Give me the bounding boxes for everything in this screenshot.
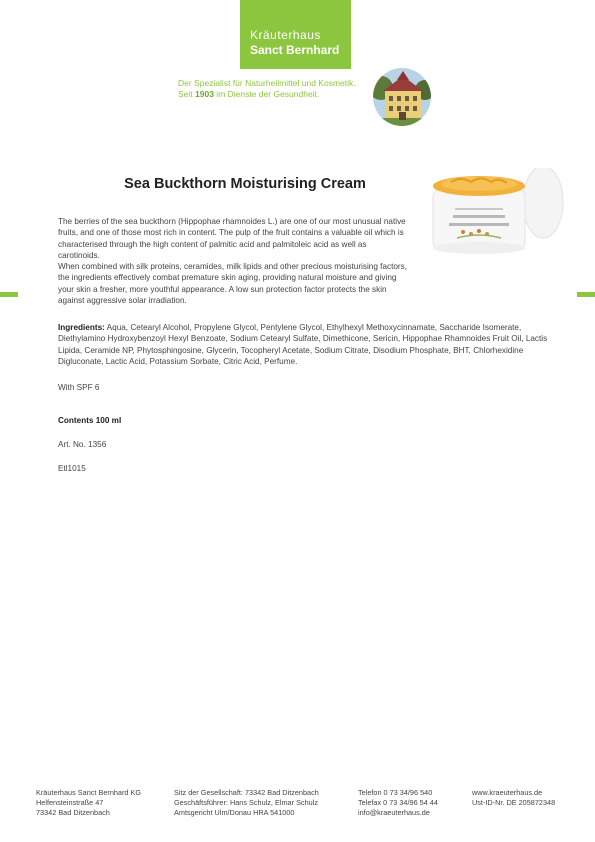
tagline-line1: Der Spezialist für Naturheilmittel und Kosmetik. — [178, 78, 356, 88]
product-jar-image — [425, 168, 565, 258]
footer-company — [36, 788, 141, 818]
footer-website[interactable]: www.kraeuterhaus.de — [472, 788, 543, 797]
footer-contact — [358, 788, 438, 818]
brand-name-line1: Kräuterhaus — [250, 28, 321, 42]
tagline — [178, 78, 378, 100]
footer-phone: Telefon 0 73 34/96 540 — [358, 788, 433, 797]
right-margin-mark — [577, 292, 595, 297]
article-number: Art. No. 1356 — [58, 440, 107, 449]
footer-register: Amtsgericht Ulm/Donau HRA 541000 — [174, 808, 295, 817]
footer-vat-id: Ust-ID-Nr. DE 205872348 — [472, 798, 556, 807]
footer-street: Helfensteinstraße 47 — [36, 798, 104, 807]
ingredients-label: Ingredients: — [58, 323, 105, 332]
product-title: Sea Buckthorn Moisturising Cream — [124, 176, 366, 192]
building-photo — [373, 68, 431, 126]
ingredients — [58, 322, 548, 367]
brand-name-line2: Sanct Bernhard — [250, 43, 340, 57]
footer-seat: Sitz der Gesellschaft: 73342 Bad Ditzenbach — [174, 788, 319, 797]
tagline-line2: Seit 1903 im Dienste der Gesundheit. — [178, 89, 320, 99]
spf-note: With SPF 6 — [58, 383, 100, 392]
contents: Contents 100 ml — [58, 416, 122, 425]
footer-company-name: Kräuterhaus Sanct Bernhard KG — [36, 788, 142, 797]
founding-year: 1903 — [195, 89, 214, 99]
footer-email[interactable]: info@kraeuterhaus.de — [358, 808, 430, 817]
brand-logo — [240, 0, 351, 69]
footer-fax: Telefax 0 73 34/96 54 44 — [358, 798, 438, 807]
footer-web — [472, 788, 555, 808]
footer-city: 73342 Bad Ditzenbach — [36, 808, 110, 817]
ingredients-list: Aqua, Cetearyl Alcohol, Propylene Glycol, Pentylene Glycol, Ethylhexyl Methoxycinnamate, Saccharide Isomerate, Diethylamino Hydroxybenzoyl Hexyl Benzoate, Sodium Cetearyl Sulfate, Dimethicone, Sericin, Hippophae Rhamnoides Fruit Oil, Lactis Lipida, Ceramide NP, Phytosphingosine, Glycerin, Tocopheryl Acetate, Sodium Citrate, Disodium Phosphate, BHT, Chlorhexidine Digluconate, Lactic Acid, Potassium Sorbate, Citric Acid, Perfume. — [58, 323, 548, 366]
label-code: Etl1015 — [58, 464, 86, 473]
footer-managers: Geschäftsführer: Hans Schulz, Elmar Schulz — [174, 798, 318, 807]
description-text: The berries of the sea buckthorn (Hippophae rhamnoides L.) are one of our most unusual native fruits, and one of those most rich in content. The pulp of the fruit contains a valuable oil which is characterised through the high content of palmitic acid and palmitoleic acid as well as carotinoids. When combined with silk proteins, ceramides, milk lipids and other precious moisturising factors, the ingredients effectively combat premature skin aging, providing natural moisture and giving your skin a fresher, more youthful appearance. A low sun protection factor protects the skin against aggressive solar irradiation. — [58, 217, 408, 306]
left-margin-mark — [0, 292, 18, 297]
footer-legal — [174, 788, 319, 818]
product-description — [58, 216, 408, 306]
